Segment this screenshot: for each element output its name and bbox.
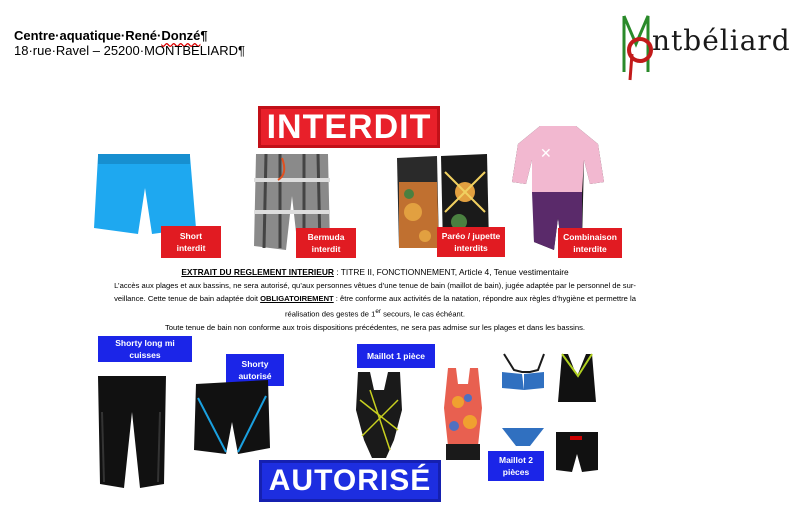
forbidden-banner: INTERDIT	[258, 106, 440, 148]
regulation-line-2: veillance. Cette tenue de bain adaptée doit OBLIGATOIREMENT : être conforme aux activités de la natation, répondre aux règles d’hygiène et permettre la	[114, 294, 636, 303]
regulation-line-4: Toute tenue de bain non conforme aux trois dispositions précédentes, ne sera pas admise sur les plages et dans les bassins.	[164, 322, 585, 332]
regulation-excerpt	[60, 266, 690, 334]
allowed-banner: AUTORISÉ	[259, 460, 441, 502]
logo-wordmark: ntbéliard	[652, 24, 791, 57]
black-one-piece-image	[350, 370, 408, 462]
sport-top-image	[554, 352, 600, 414]
allowed-tag-shorty: Shorty autorisé	[226, 354, 284, 386]
forbidden-tag-wetsuit: Combinaison interdite	[558, 228, 622, 258]
regulation-heading: EXTRAIT DU REGLEMENT INTERIEUR : TITRE II, FONCTIONNEMENT, Article 4, Tenue vestimentaire	[181, 267, 569, 277]
allowed-tag-long-shorty: Shorty long mi cuisses	[98, 336, 192, 362]
square-leg-shorty-image	[192, 378, 272, 458]
forbidden-tag-bermuda: Bermuda interdit	[296, 228, 356, 258]
forbidden-tag-short: Short interdit	[161, 226, 221, 258]
patterned-bikini-bottom-image	[500, 424, 546, 450]
pool-address: 18·rue·Ravel – 25200·MONTBELIARD¶	[14, 43, 245, 58]
printed-one-piece-image	[438, 366, 488, 464]
long-jammer-image	[94, 372, 170, 492]
allowed-tag-two-piece: Maillot 2 pièces	[488, 451, 544, 481]
regulation-line-3: réalisation des gestes de 1er secours, le cas échéant.	[285, 308, 465, 319]
svg-text:✕: ✕	[540, 146, 552, 162]
allowed-tag-one-piece: Maillot 1 pièce	[357, 344, 435, 368]
boyshort-bottom-image	[554, 430, 600, 476]
patterned-bikini-top-image	[500, 350, 546, 396]
forbidden-tag-pareo: Paréo / jupette interdits	[437, 227, 505, 257]
regulation-line-1: L’accès aux plages et aux bassins, ne sera autorisé, qu’aux personnes vêtues d’une tenue de bain (maillot de bain), jugée adaptée par le personnel de sur-	[114, 281, 636, 290]
pool-name: Centre·aquatique·René·Donzé¶	[14, 28, 208, 43]
